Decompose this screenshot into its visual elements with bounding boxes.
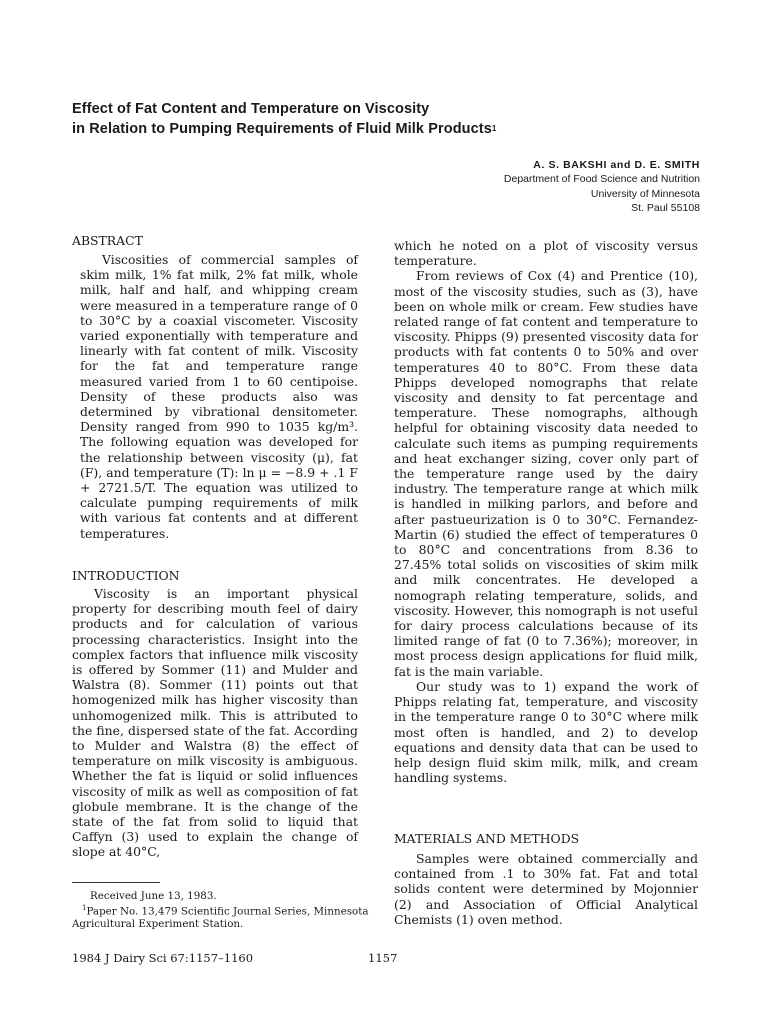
footnote-divider xyxy=(72,882,160,883)
author-block xyxy=(504,158,700,215)
footnotes xyxy=(72,890,372,930)
methods-heading: MATERIALS AND METHODS xyxy=(394,831,580,846)
abstract-body xyxy=(80,252,358,541)
author-city: St. Paul 55108 xyxy=(631,201,700,214)
footnote-received: Received June 13, 1983. xyxy=(90,890,217,902)
author-names: A. S. BAKSHI and D. E. SMITH xyxy=(533,159,700,171)
introduction-paragraph-2: From reviews of Cox (4) and Prentice (10), most of the viscosity studies, such as (3), have been on whole milk or cream. Few studies have related range of fat content and temperature to viscosity. Phipps (9) presented viscosity data for products with fat contents 0 to 50% and over temperatures 40 to 80°C. From these data Phipps developed nomographs that relate viscosity and density to fat percentage and temperature. These nomographs, although helpful for obtaining viscosity data needed to calculate such items as pumping requirements and heat exchanger sizing, cover only part of the temperature range used by the dairy industry. The temperature range at which milk is handled in milking parlors, and before and after pastueurization is 0 to 30°C. Fernandez-Martin (6) studied the effect of temperatures 0 to 80°C and concentrations from 8.36 to 27.45% total solids on viscosities of skim milk and milk concentrates. He developed a nomograph relating temperature, solids, and viscosity. However, this nomograph is not useful for dairy process calculations because of its limited range of fat (0 to 7.36%); moreover, in most process design applications for fluid milk, fat is the main variable. xyxy=(394,268,698,679)
methods-body xyxy=(394,851,698,927)
title-line-2: in Relation to Pumping Requirements of Fluid Milk Products$^1$ xyxy=(72,121,497,137)
footnote-mark: 1 xyxy=(82,904,87,913)
introduction-paragraph-1: Viscosity is an important physical property for describing mouth feel of dairy products and for calculation of various processing characteristics. Insight into the complex factors that influence milk viscosity is offered by Sommer (11) and Mulder and Walstra (8). Sommer (11) points out that homogenized milk has higher viscosity than unhomogenized milk. This is attributed to the fine, dispersed state of the fat. According to Mulder and Walstra (8) the effect of temperature on milk viscosity is ambiguous. Whether the fat is liquid or solid influences viscosity of milk as well as composition of fat globule membrane. It is the change of the state of the fat from solid to liquid that Caffyn (3) used to explain the change of slope at 40°C, xyxy=(72,586,358,860)
methods-paragraph-1: Samples were obtained commercially and contained from .1 to 30% fat. Fat and total solids content were determined by Mojonnier (2) and Association of Official Analytical Chemists (1) oven method. xyxy=(394,851,698,927)
abstract-heading: ABSTRACT xyxy=(72,233,143,248)
title-line-1: Effect of Fat Content and Temperature on Viscosity xyxy=(72,101,430,117)
footnote-paper: $^1$Paper No. 13,479 Scientific Journal Series, Minnesota Agricultural Experiment Station. xyxy=(72,904,369,931)
author-department: Department of Food Science and Nutrition xyxy=(503,173,700,186)
author-university: University of Minnesota xyxy=(590,187,700,200)
journal-citation: 1984 J Dairy Sci 67:1157–1160 xyxy=(72,951,254,965)
introduction-heading: INTRODUCTION xyxy=(72,568,180,583)
introduction-paragraph-3: Our study was to 1) expand the work of Phipps relating fat, temperature, and viscosity in the temperature range 0 to 30°C where milk most often is handled, and 2) to develop equations and density data that can be used to help design fluid skim milk, milk, and cream handling systems. xyxy=(394,678,698,786)
introduction-body-right xyxy=(394,238,698,785)
paper-title xyxy=(72,99,692,141)
title-footnote-mark: 1 xyxy=(491,124,497,133)
page-number: 1157 xyxy=(368,951,398,965)
introduction-paragraph-1-continued: which he noted on a plot of viscosity versus temperature. xyxy=(394,238,698,269)
abstract-paragraph: Viscosities of commercial samples of skim milk, 1% fat milk, 2% fat milk, whole milk, half and half, and whipping cream were measured in a temperature range of 0 to 30°C by a coaxial viscometer. Viscosity varied exponentially with temperature and linearly with fat content of milk. Viscosity for the fat and temperature range measured varied from 1 to 60 centipoise. Density of these products also was determined by vibrational densitometer. Density ranged from 990 to 1035 kg/m³. The following equation was developed for the relationship between viscosity (μ), fat (F), and temperature (T): ln μ = −8.9 + .1 F + 2721.5/T. The equation was utilized to calculate pumping requirements of milk with various fat contents and at different temperatures. xyxy=(80,252,358,541)
introduction-body-left xyxy=(72,586,358,860)
